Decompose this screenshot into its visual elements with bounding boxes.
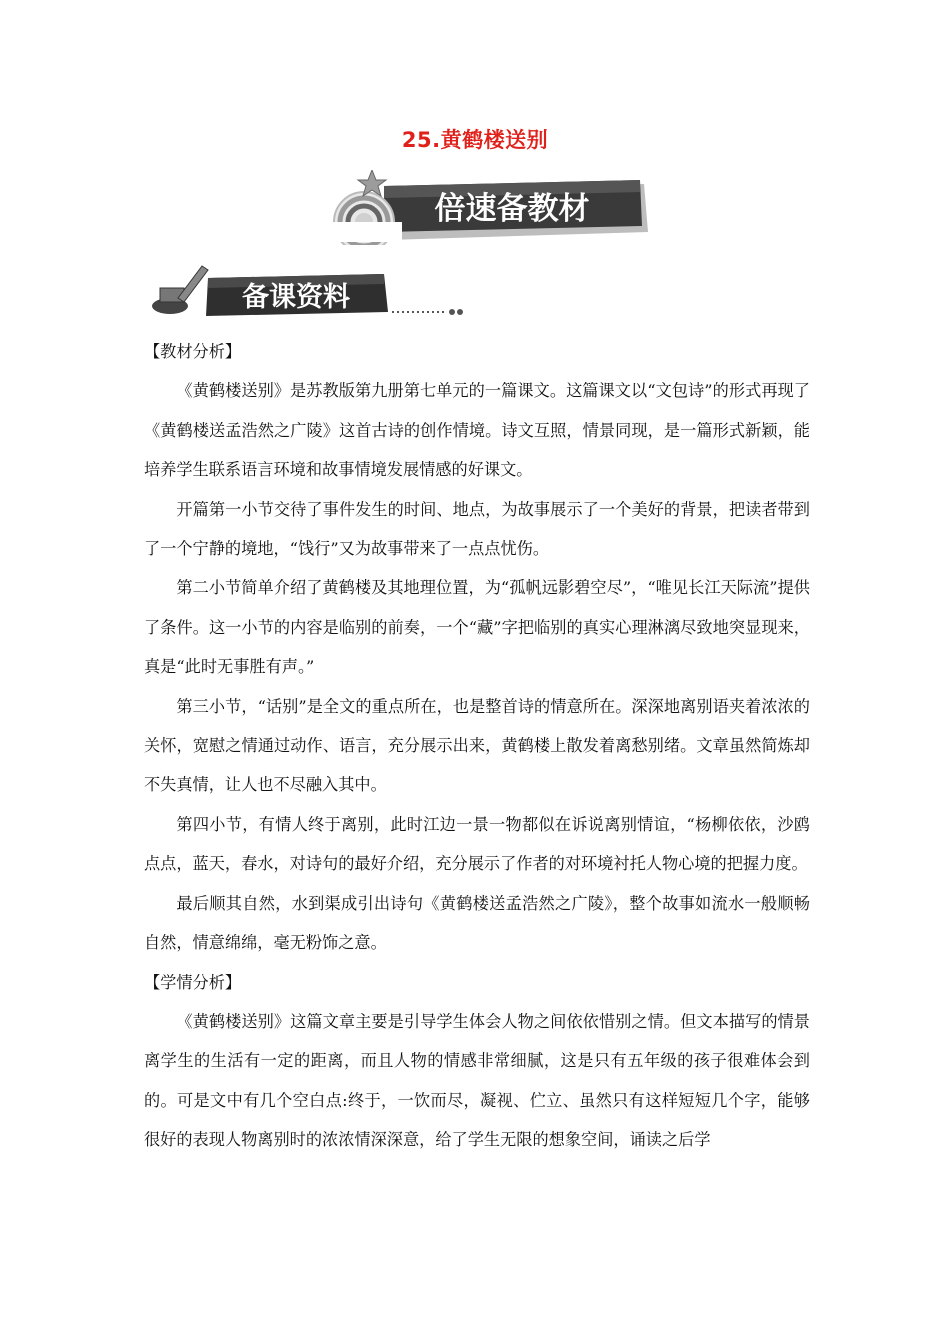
banner-label: 倍速备教材 bbox=[434, 191, 590, 227]
paragraph: 最后顺其自然，水到渠成引出诗句《黄鹤楼送孟浩然之广陵》，整个故事如流水一般顺畅自然，情意绵绵，毫无粉饰之意。 bbox=[144, 893, 810, 953]
dot-icon bbox=[449, 309, 455, 315]
section-heading: 【教材分析】 bbox=[144, 342, 242, 361]
banner-beisu-jiaocai bbox=[322, 170, 652, 245]
quill-icon bbox=[178, 266, 208, 302]
section-banner-beike-ziliao bbox=[148, 262, 478, 320]
paragraph: 第二小节简单介绍了黄鹤楼及其地理位置，为“孤帆远影碧空尽”，“唯见长江天际流”提供了条件。这一小节的内容是临别的前奏，一个“藏”字把临别的真实心理淋漓尽致地突显现来，真是“此时无事胜有声。” bbox=[144, 578, 810, 677]
document-body bbox=[144, 332, 810, 1160]
rainbow-base bbox=[328, 222, 402, 242]
paragraph: 第四小节，有情人终于离别，此时江边一景一物都似在诉说离别情谊，“杨柳依依，沙鸥点点，蓝天，春水，对诗句的最好介绍，充分展示了作者的对环境衬托人物心境的把握力度。 bbox=[144, 814, 810, 874]
paragraph: 《黄鹤楼送别》是苏教版第九册第七单元的一篇课文。这篇课文以“文包诗”的形式再现了《黄鹤楼送孟浩然之广陵》这首古诗的创作情境。诗文互照，情景同现，是一篇形式新颖，能培养学生联系语言环境和故事情境发展情感的好课文。 bbox=[144, 381, 810, 480]
section-banner-label: 备课资料 bbox=[242, 282, 350, 313]
paragraph: 开篇第一小节交待了事件发生的时间、地点，为故事展示了一个美好的背景，把读者带到了一个宁静的境地，“饯行”又为故事带来了一点点忧伤。 bbox=[144, 499, 810, 559]
section-heading: 【学情分析】 bbox=[144, 972, 242, 992]
paragraph: 《黄鹤楼送别》这篇文章主要是引导学生体会人物之间依依惜别之情。但文本描写的情景离学生的生活有一定的距离，而且人物的情感非常细腻，这是只有五年级的孩子很难体会到的。可是文中有几个空白点:终于，一饮而尽，凝视、伫立、虽然只有这样短短几个字，能够很好的表现人物离别时的浓浓情深深意，给了学生无限的想象空间，诵读之后学 bbox=[144, 1011, 810, 1150]
paragraph: 第三小节，“话别”是全文的重点所在，也是整首诗的情意所在。深深地离别语夹着浓浓的关怀，宽慰之情通过动作、语言，充分展示出来，黄鹤楼上散发着离愁别绪。文章虽然简炼却不失真情，让人也不尽融入其中。 bbox=[144, 696, 810, 795]
page-title: 25.黄鹤楼送别 bbox=[401, 128, 549, 152]
dot-icon bbox=[457, 309, 463, 315]
